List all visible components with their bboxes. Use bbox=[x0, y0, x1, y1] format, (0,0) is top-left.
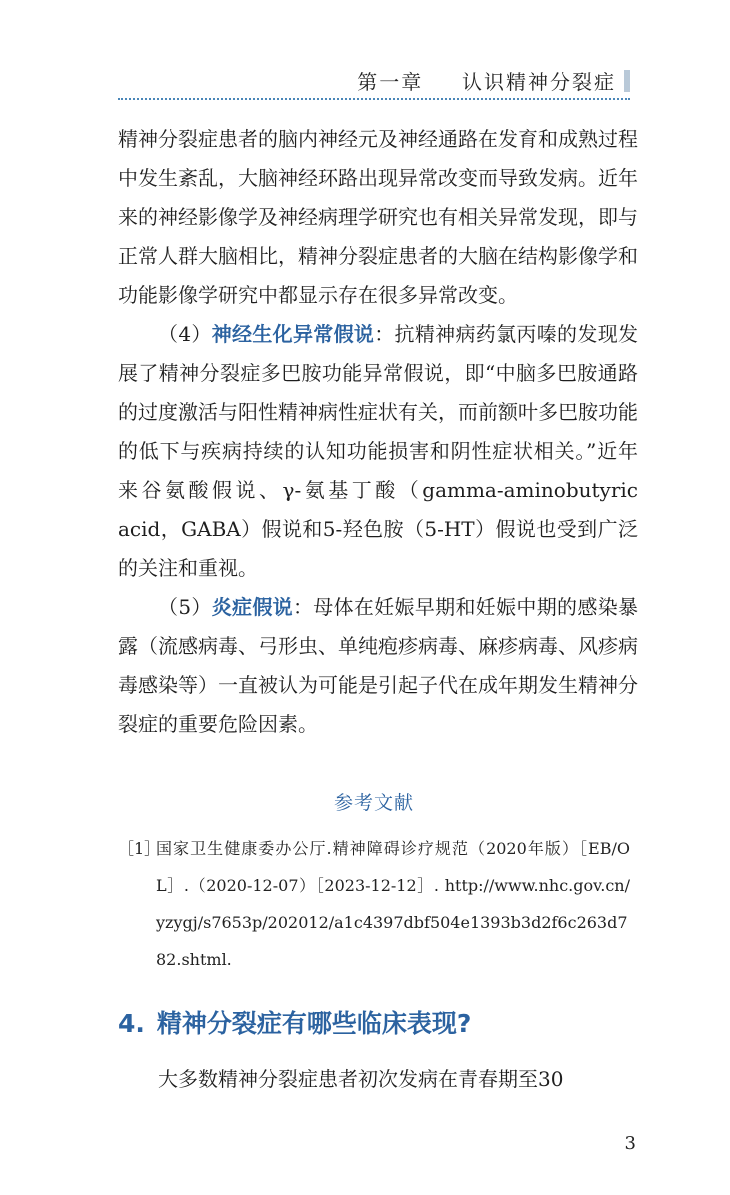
reference-text: 国家卫生健康委办公厅.精神障碍诊疗规范（2020年版）［EB/OL］.（2020-12-07）［2023-12-12］. http://www.nhc.gov.cn/yzygj/s7653p/202012/a1c4397dbf504e1393b3d2f6c263d782.shtml. bbox=[156, 839, 630, 969]
paragraph-3-label: （5） bbox=[158, 595, 212, 619]
header-title bbox=[357, 66, 616, 95]
paragraph-3 bbox=[118, 588, 638, 744]
paragraph-3-heading: 炎症假说 bbox=[211, 595, 293, 619]
body-text bbox=[118, 120, 638, 744]
paragraph-2-label: （4） bbox=[158, 322, 212, 346]
paragraph-1: 精神分裂症患者的脑内神经元及神经通路在发育和成熟过程中发生紊乱，大脑神经环路出现异常改变而导致发病。近年来的神经影像学及神经病理学研究也有相关异常发现，即与正常人群大脑相比，精神分裂症患者的大脑在结构影像学和功能影像学研究中都显示存在很多异常改变。 bbox=[118, 127, 638, 307]
paragraph-3-text: ：母体在妊娠早期和妊娠中期的感染暴露（流感病毒、弓形虫、单纯疱疹病毒、麻疹病毒、风疹病毒感染等）一直被认为可能是引起子代在成年期发生精神分裂症的重要危险因素。 bbox=[118, 595, 639, 736]
chapter-label: 第一章 bbox=[357, 70, 424, 94]
references-title: 参考文献 bbox=[333, 792, 414, 814]
reference-item bbox=[118, 830, 630, 978]
chapter-title: 认识精神分裂症 bbox=[462, 70, 616, 94]
paragraph-2 bbox=[118, 315, 638, 588]
section-number: 4. bbox=[118, 1009, 145, 1038]
section-title: 精神分裂症有哪些临床表现? bbox=[156, 1009, 472, 1038]
running-header bbox=[118, 58, 630, 100]
paragraph-2-heading: 神经生化异常假说 bbox=[211, 322, 375, 346]
reference-number: ［1］ bbox=[118, 839, 161, 858]
section-heading bbox=[118, 1004, 638, 1040]
paragraph-2-text: ：抗精神病药氯丙嗪的发现发展了精神分裂症多巴胺功能异常假说，即“中脑多巴胺通路的过度激活与阳性精神病性症状有关，而前额叶多巴胺功能的低下与疾病持续的认知功能损害和阴性症状相关。”近年来谷氨酸假说、γ-氨基丁酸（gamma-aminobutyric acid，GABA）假说和5-羟色胺（5-HT）假说也受到广泛的关注和重视。 bbox=[118, 322, 639, 580]
paragraph-4: 大多数精神分裂症患者初次发病在青春期至30 bbox=[158, 1067, 564, 1091]
page-number: 3 bbox=[624, 1133, 636, 1154]
header-marker-bar bbox=[624, 70, 630, 92]
